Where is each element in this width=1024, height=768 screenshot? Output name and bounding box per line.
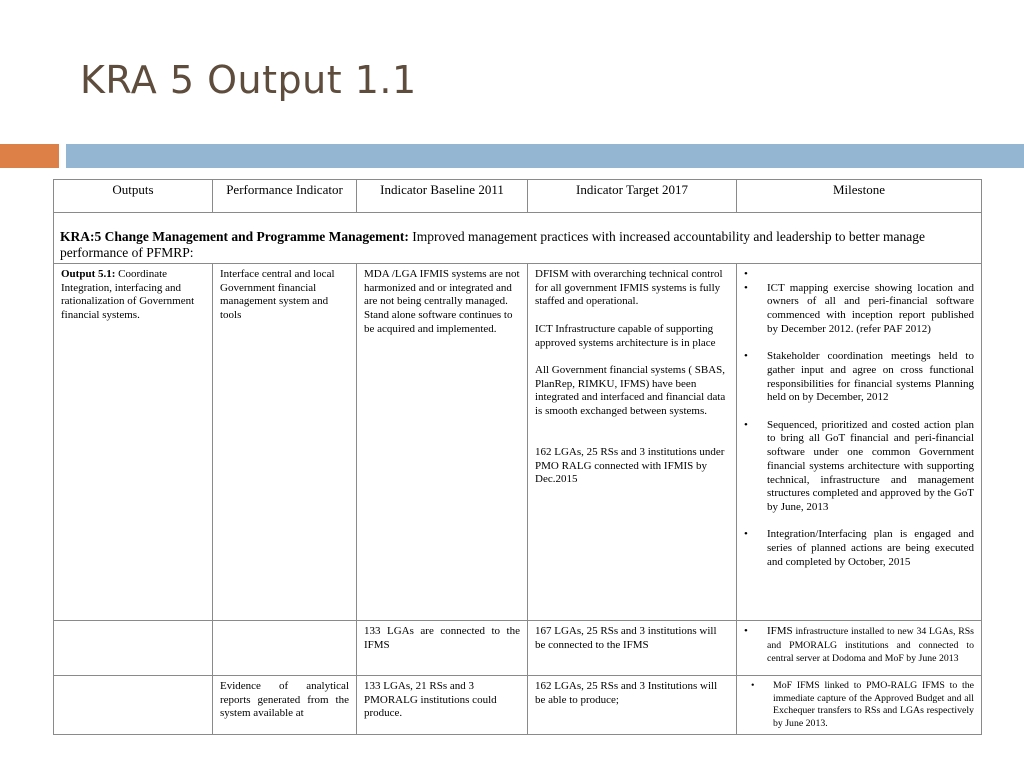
- kra-text: Improved management practices with increased accountability and leadership to better manage performance of PFMRP:: [60, 229, 925, 260]
- milestone-item: [738, 282, 974, 337]
- indicator-cell: [213, 676, 357, 735]
- kra-description: [54, 213, 982, 264]
- header-indicator-baseline: Indicator Baseline 2011: [357, 180, 528, 213]
- output-cell: [54, 676, 213, 735]
- milestone-cell: [737, 676, 982, 735]
- milestone-item: [738, 680, 974, 730]
- target-cell: [528, 676, 737, 735]
- milestone-text: MoF IFMS linked to PMO-RALG IFMS to the immediate capture of the Approved Budget and all Exchequer transfers to RSs and LGAs respectively by June 2013.: [773, 680, 974, 729]
- target-text: 167 LGAs, 25 RSs and 3 institutions will be connected to the IFMS: [535, 625, 717, 651]
- milestone-item: [738, 419, 974, 515]
- output-cell: [54, 264, 213, 621]
- milestone-list: [738, 268, 974, 569]
- bullet-icon: •: [744, 350, 748, 363]
- output-text: Coordinate Integration, interfacing and rationalization of Government financial systems.: [61, 268, 195, 322]
- indicator-cell: [213, 621, 357, 676]
- table-row: [54, 264, 982, 621]
- milestone-lead: IFMS: [767, 625, 793, 637]
- milestone-list: [738, 625, 974, 666]
- milestone-list: [738, 680, 974, 730]
- bullet-icon: •: [751, 680, 755, 691]
- slide-title: KRA 5 Output 1.1: [80, 58, 417, 102]
- baseline-cell: [357, 621, 528, 676]
- baseline-cell: [357, 676, 528, 735]
- baseline-text: 133 LGAs, 21 RSs and 3 PMORALG institutions could produce.: [364, 680, 497, 720]
- header-milestone: Milestone: [737, 180, 982, 213]
- table-row: [54, 621, 982, 676]
- milestone-cell: [737, 264, 982, 621]
- milestone-text: ICT mapping exercise showing location and owners of all and peri-financial software commenced with inception report published by December 2012. (refer PAF 2012): [767, 281, 974, 335]
- kra-table: [53, 179, 982, 735]
- accent-bar-blue: [66, 144, 1024, 168]
- bullet-icon: •: [744, 625, 748, 637]
- bullet-icon: •: [744, 281, 748, 294]
- target-text: All Government financial systems ( SBAS, PlanRep, RIMKU, IFMS) have been integrated and interfaced and financial data is smooth exchanged between systems.: [535, 363, 726, 417]
- target-text: 162 LGAs, 25 RSs and 3 Institutions will be able to produce;: [535, 680, 718, 706]
- header-row: [54, 180, 982, 213]
- milestone-item: [738, 625, 974, 666]
- target-cell: [528, 621, 737, 676]
- header-performance-indicator: Performance Indicator: [213, 180, 357, 213]
- milestone-item: [738, 350, 974, 405]
- output-label: Output 5.1:: [61, 268, 116, 280]
- baseline-cell: [357, 264, 528, 621]
- kra-row: [54, 213, 982, 264]
- milestone-text: Sequenced, prioritized and costed action plan to bring all GoT financial and peri-financial software under one common Government financial systems architecture with supporting technical, infrastructure and management structures completed and approved by the GoT by June, 2013: [767, 418, 974, 513]
- output-cell: [54, 621, 213, 676]
- bullet-icon: •: [744, 418, 748, 431]
- milestone-text: Stakeholder coordination meetings held to gather input and agree on cross functional responsibilities for financial systems Planning held on by December, 2012: [767, 350, 974, 404]
- milestone-item: [738, 528, 974, 569]
- kra-label: KRA:5 Change Management and Programme Management:: [60, 229, 409, 244]
- indicator-text: Interface central and local Government financial management system and tools: [220, 268, 335, 322]
- target-text: DFISM with overarching technical control for all government IFMIS systems is fully staffed and operational.: [535, 268, 723, 308]
- target-text: 162 LGAs, 25 RSs and 3 institutions under PMO RALG connected with IFMIS by Dec.2015: [535, 446, 725, 486]
- bullet-icon: •: [744, 528, 748, 541]
- milestone-text: infrastructure installed to new 34 LGAs, RSs and PMORALG institutions and connected to central server at Dodoma and MoF by June 2013: [767, 626, 974, 665]
- indicator-text: Evidence of analytical reports generated from the system available at: [220, 680, 349, 720]
- bullet-icon: •: [744, 268, 748, 280]
- target-cell: [528, 264, 737, 621]
- target-text: ICT Infrastructure capable of supporting approved systems architecture is in place: [535, 322, 716, 349]
- table-row: [54, 676, 982, 735]
- baseline-text: 133 LGAs are connected to the IFMS: [364, 625, 520, 651]
- indicator-cell: [213, 264, 357, 621]
- milestone-text: Integration/Interfacing plan is engaged and series of planned actions are being executed and completed by October, 2015: [767, 528, 974, 568]
- header-indicator-target: Indicator Target 2017: [528, 180, 737, 213]
- accent-bar-orange: [0, 144, 59, 168]
- baseline-text: MDA /LGA IFMIS systems are not harmonized and or integrated and are not being centrally managed. Stand alone software continues to be acquired and implemented.: [364, 268, 520, 335]
- milestone-item: [738, 268, 974, 282]
- header-outputs: Outputs: [54, 180, 213, 213]
- milestone-cell: [737, 621, 982, 676]
